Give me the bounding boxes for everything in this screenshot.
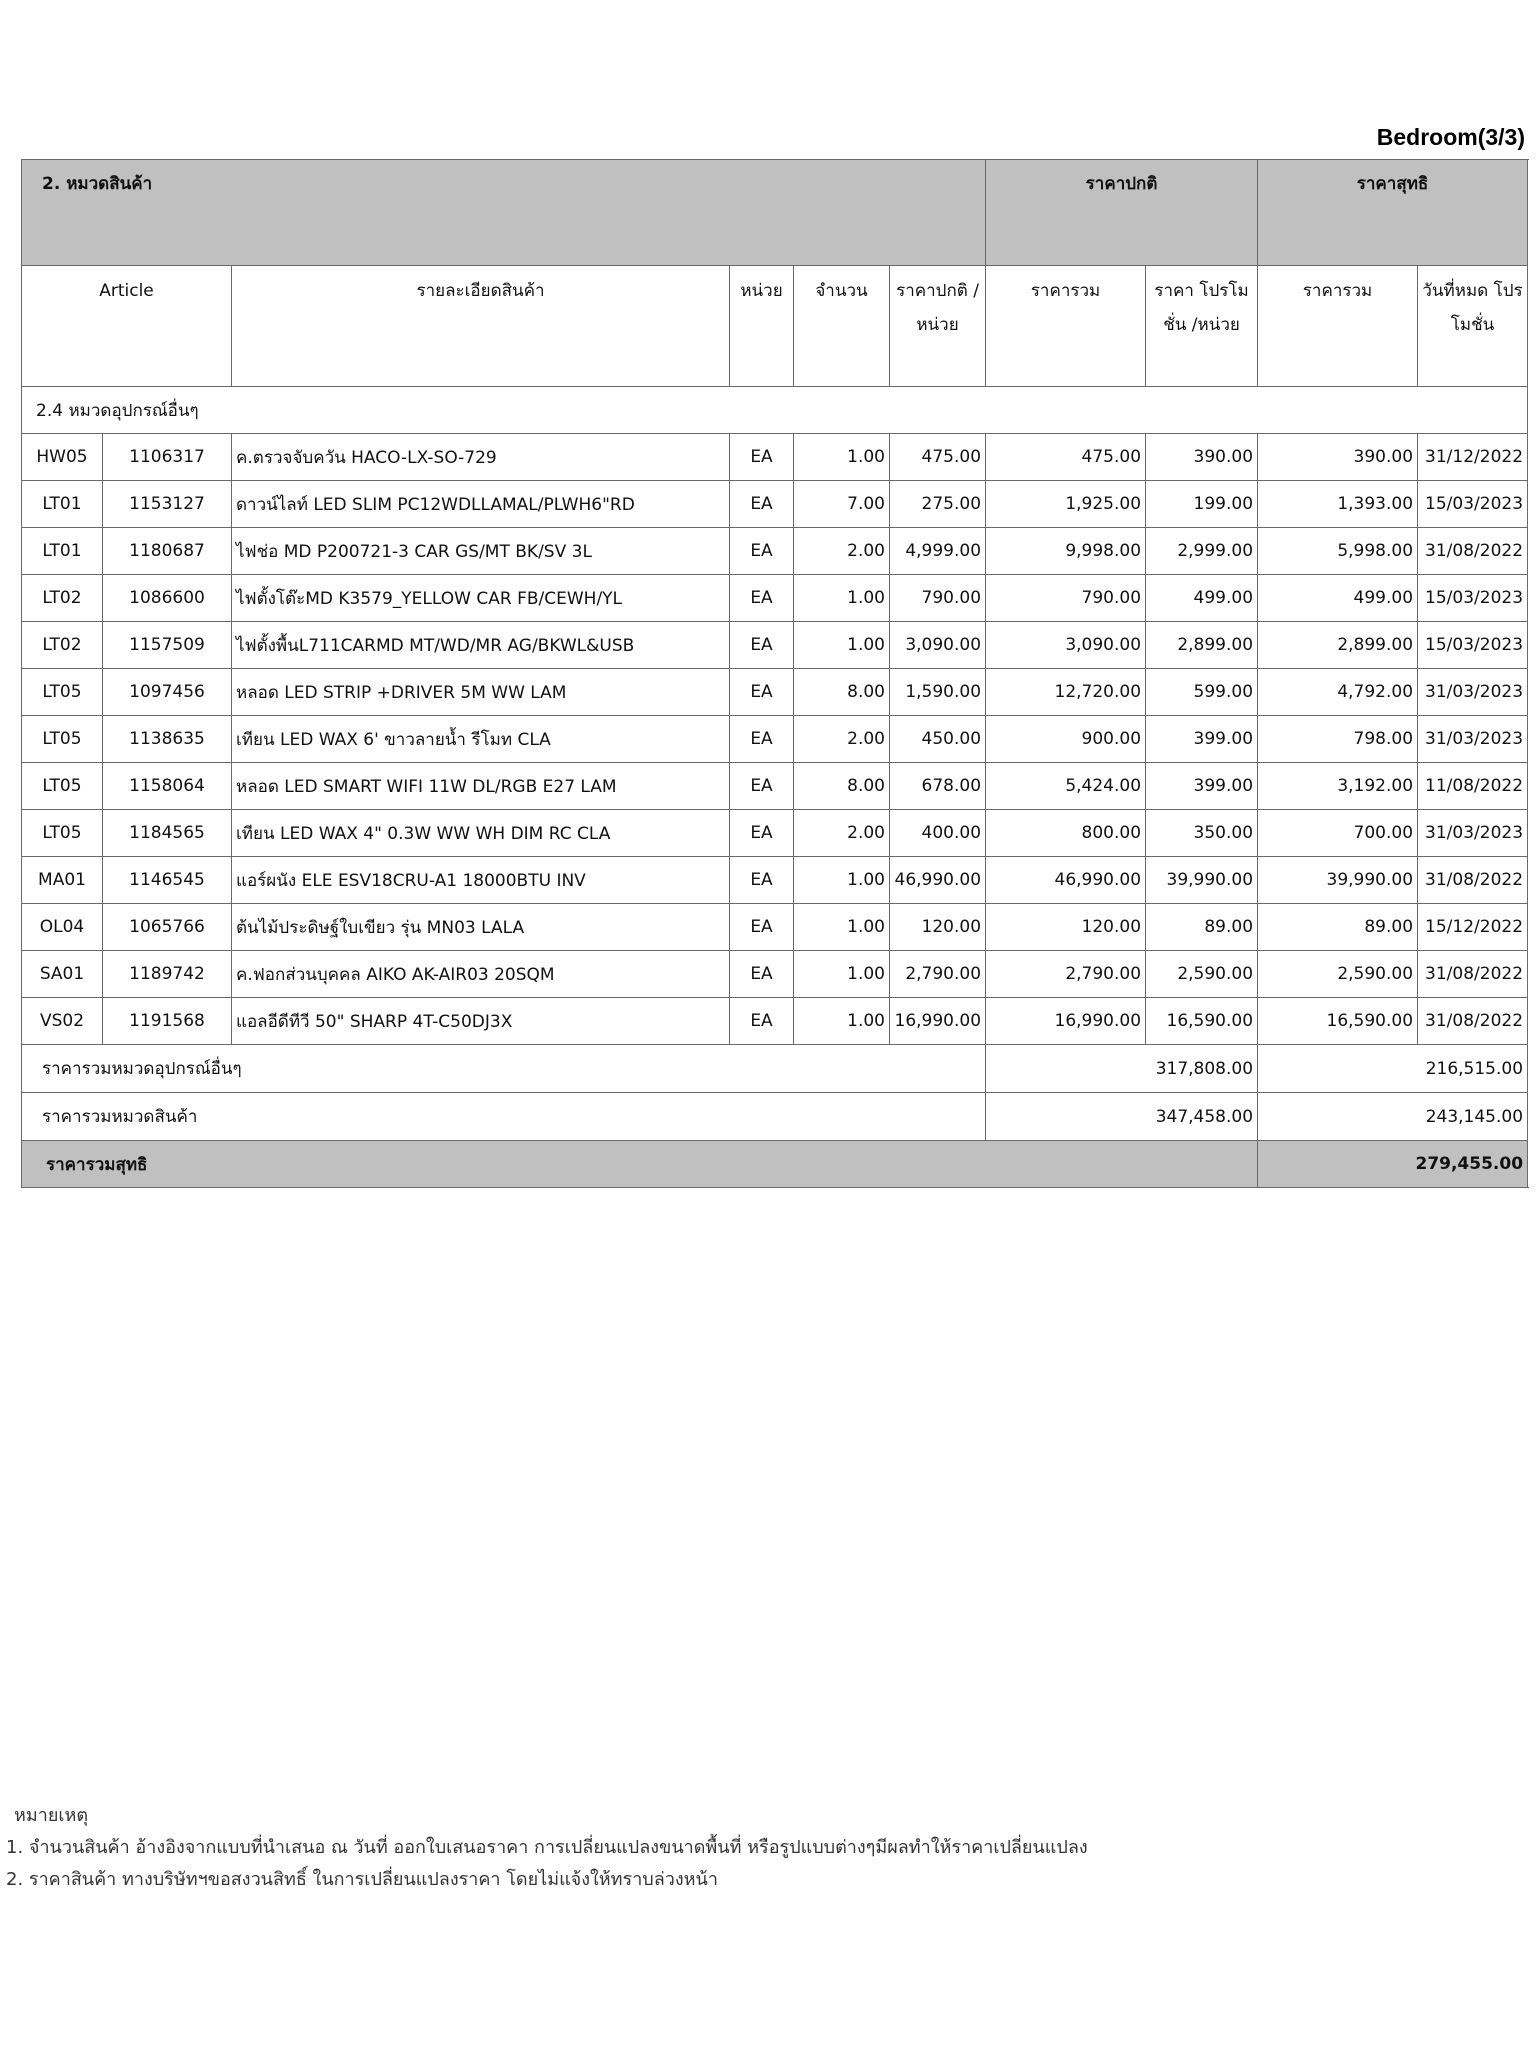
row-promo-end: 31/03/2023: [1418, 810, 1528, 857]
section-subtotal-row: [22, 1045, 1528, 1093]
section-subtotal-normal: 317,808.00: [986, 1045, 1258, 1093]
row-promo-total: 16,590.00: [1258, 998, 1418, 1045]
row-promo-price: 2,899.00: [1146, 622, 1258, 669]
col-total: ราคารวม: [986, 266, 1146, 387]
row-code: OL04: [22, 904, 103, 951]
row-article: 1097456: [103, 669, 232, 716]
row-unit: EA: [730, 434, 794, 481]
row-promo-total: 700.00: [1258, 810, 1418, 857]
row-qty: 1.00: [794, 998, 890, 1045]
row-promo-end: 11/08/2022: [1418, 763, 1528, 810]
row-total: 800.00: [986, 810, 1146, 857]
row-description: แอร์ผนัง ELE ESV18CRU-A1 18000BTU INV: [232, 857, 730, 904]
row-promo-total: 89.00: [1258, 904, 1418, 951]
row-promo-end: 31/08/2022: [1418, 998, 1528, 1045]
row-total: 9,998.00: [986, 528, 1146, 575]
col-article: Article: [22, 266, 232, 387]
section-subtotal-net: 216,515.00: [1258, 1045, 1528, 1093]
row-unit-price: 275.00: [890, 481, 986, 528]
row-unit-price: 3,090.00: [890, 622, 986, 669]
row-promo-end: 15/03/2023: [1418, 622, 1528, 669]
row-code: LT05: [22, 716, 103, 763]
row-promo-total: 3,192.00: [1258, 763, 1418, 810]
row-total: 16,990.00: [986, 998, 1146, 1045]
row-unit: EA: [730, 481, 794, 528]
row-unit: EA: [730, 998, 794, 1045]
col-description: รายละเอียดสินค้า: [232, 266, 730, 387]
notes-title: หมายเหตุ: [14, 1805, 89, 1826]
row-promo-total: 499.00: [1258, 575, 1418, 622]
row-code: MA01: [22, 857, 103, 904]
row-total: 12,720.00: [986, 669, 1146, 716]
row-promo-end: 31/03/2023: [1418, 669, 1528, 716]
table-row: [22, 716, 1528, 763]
category-title: 2. หมวดสินค้า: [22, 160, 986, 266]
row-description: หลอด LED SMART WIFI 11W DL/RGB E27 LAM: [232, 763, 730, 810]
row-description: หลอด LED STRIP +DRIVER 5M WW LAM: [232, 669, 730, 716]
row-qty: 8.00: [794, 763, 890, 810]
row-code: LT05: [22, 763, 103, 810]
note-line: 2. ราคาสินค้า ทางบริษัทฯขอสงวนสิทธิ์ ในการเปลี่ยนแปลงราคา โดยไม่แจ้งให้ทราบล่วงหน้า: [6, 1869, 718, 1890]
row-promo-end: 15/12/2022: [1418, 904, 1528, 951]
row-promo-price: 2,590.00: [1146, 951, 1258, 998]
row-qty: 7.00: [794, 481, 890, 528]
row-unit: EA: [730, 669, 794, 716]
grand-total-label: ราคารวมสุทธิ: [22, 1141, 1258, 1188]
row-article: 1086600: [103, 575, 232, 622]
row-promo-total: 2,899.00: [1258, 622, 1418, 669]
row-promo-price: 39,990.00: [1146, 857, 1258, 904]
row-article: 1146545: [103, 857, 232, 904]
row-unit-price: 400.00: [890, 810, 986, 857]
note-line: 1. จำนวนสินค้า อ้างอิงจากแบบที่นำเสนอ ณ วันที่ ออกใบเสนอราคา การเปลี่ยนแปลงขนาดพื้นที่ หรือรูปแบบต่างๆมีผลทำให้ราคาเปลี่ยนแปลง: [6, 1837, 1088, 1858]
row-promo-end: 31/08/2022: [1418, 528, 1528, 575]
col-promo-total: ราคารวม: [1258, 266, 1418, 387]
row-article: 1106317: [103, 434, 232, 481]
col-unit: หน่วย: [730, 266, 794, 387]
quotation-table: [21, 159, 1528, 1188]
row-article: 1191568: [103, 998, 232, 1045]
row-description: เทียน LED WAX 6' ขาวลายน้ำ รีโมท CLA: [232, 716, 730, 763]
table-row: [22, 763, 1528, 810]
table-row: [22, 810, 1528, 857]
row-unit: EA: [730, 857, 794, 904]
row-promo-price: 199.00: [1146, 481, 1258, 528]
row-promo-total: 4,792.00: [1258, 669, 1418, 716]
row-promo-total: 5,998.00: [1258, 528, 1418, 575]
row-unit-price: 120.00: [890, 904, 986, 951]
row-promo-end: 31/03/2023: [1418, 716, 1528, 763]
row-promo-price: 2,999.00: [1146, 528, 1258, 575]
table-row: [22, 669, 1528, 716]
row-code: LT02: [22, 622, 103, 669]
row-total: 790.00: [986, 575, 1146, 622]
row-promo-end: 31/08/2022: [1418, 857, 1528, 904]
row-total: 475.00: [986, 434, 1146, 481]
row-promo-end: 15/03/2023: [1418, 481, 1528, 528]
row-promo-total: 390.00: [1258, 434, 1418, 481]
row-promo-price: 499.00: [1146, 575, 1258, 622]
col-unit-price: ราคาปกติ /หน่วย: [890, 266, 986, 387]
row-total: 46,990.00: [986, 857, 1146, 904]
row-unit: EA: [730, 763, 794, 810]
row-article: 1157509: [103, 622, 232, 669]
row-description: เทียน LED WAX 4" 0.3W WW WH DIM RC CLA: [232, 810, 730, 857]
row-total: 2,790.00: [986, 951, 1146, 998]
row-unit: EA: [730, 528, 794, 575]
row-qty: 2.00: [794, 528, 890, 575]
row-unit-price: 16,990.00: [890, 998, 986, 1045]
row-promo-price: 350.00: [1146, 810, 1258, 857]
row-description: ไฟตั้งพื้นL711CARMD MT/WD/MR AG/BKWL&USB: [232, 622, 730, 669]
row-article: 1189742: [103, 951, 232, 998]
table-row: [22, 481, 1528, 528]
row-code: LT01: [22, 481, 103, 528]
section-header-row: [22, 387, 1528, 434]
row-unit-price: 678.00: [890, 763, 986, 810]
row-promo-price: 399.00: [1146, 716, 1258, 763]
row-unit-price: 450.00: [890, 716, 986, 763]
row-code: SA01: [22, 951, 103, 998]
row-qty: 2.00: [794, 716, 890, 763]
grand-total-row: [22, 1141, 1528, 1188]
row-unit: EA: [730, 810, 794, 857]
row-promo-price: 599.00: [1146, 669, 1258, 716]
row-qty: 2.00: [794, 810, 890, 857]
row-qty: 1.00: [794, 622, 890, 669]
row-total: 900.00: [986, 716, 1146, 763]
table-row: [22, 998, 1528, 1045]
row-code: HW05: [22, 434, 103, 481]
column-header-row: [22, 266, 1528, 387]
row-code: LT01: [22, 528, 103, 575]
row-total: 5,424.00: [986, 763, 1146, 810]
row-promo-end: 31/08/2022: [1418, 951, 1528, 998]
row-unit: EA: [730, 951, 794, 998]
table-row: [22, 528, 1528, 575]
row-code: LT05: [22, 669, 103, 716]
row-description: แอลอีดีทีวี 50" SHARP 4T-C50DJ3X: [232, 998, 730, 1045]
row-unit-price: 1,590.00: [890, 669, 986, 716]
row-promo-total: 798.00: [1258, 716, 1418, 763]
row-article: 1138635: [103, 716, 232, 763]
category-total-net: 243,145.00: [1258, 1093, 1528, 1141]
row-promo-price: 399.00: [1146, 763, 1258, 810]
row-description: ไฟช่อ MD P200721-3 CAR GS/MT BK/SV 3L: [232, 528, 730, 575]
table-row: [22, 622, 1528, 669]
col-qty: จำนวน: [794, 266, 890, 387]
table-row: [22, 904, 1528, 951]
row-promo-end: 31/12/2022: [1418, 434, 1528, 481]
row-qty: 8.00: [794, 669, 890, 716]
table-row: [22, 434, 1528, 481]
row-total: 1,925.00: [986, 481, 1146, 528]
row-description: ไฟตั้งโต๊ะMD K3579_YELLOW CAR FB/CEWH/YL: [232, 575, 730, 622]
category-total-normal: 347,458.00: [986, 1093, 1258, 1141]
row-article: 1158064: [103, 763, 232, 810]
row-description: ค.ตรวจจับควัน HACO-LX-SO-729: [232, 434, 730, 481]
row-unit: EA: [730, 716, 794, 763]
section-subtotal-label: ราคารวมหมวดอุปกรณ์อื่นๆ: [22, 1045, 986, 1093]
row-qty: 1.00: [794, 904, 890, 951]
row-unit: EA: [730, 904, 794, 951]
row-qty: 1.00: [794, 575, 890, 622]
row-article: 1180687: [103, 528, 232, 575]
row-promo-price: 390.00: [1146, 434, 1258, 481]
table-row: [22, 575, 1528, 622]
row-promo-total: 39,990.00: [1258, 857, 1418, 904]
grand-total-value: 279,455.00: [1258, 1141, 1528, 1188]
section-title: 2.4 หมวดอุปกรณ์อื่นๆ: [22, 387, 1528, 434]
row-promo-price: 16,590.00: [1146, 998, 1258, 1045]
normal-price-group-header: ราคาปกติ: [986, 160, 1258, 266]
row-code: LT02: [22, 575, 103, 622]
table-row: [22, 951, 1528, 998]
category-total-row: [22, 1093, 1528, 1141]
row-article: 1065766: [103, 904, 232, 951]
row-promo-end: 15/03/2023: [1418, 575, 1528, 622]
row-article: 1153127: [103, 481, 232, 528]
row-unit-price: 2,790.00: [890, 951, 986, 998]
row-promo-price: 89.00: [1146, 904, 1258, 951]
col-promo-price: ราคา โปรโมชั่น /หน่วย: [1146, 266, 1258, 387]
row-qty: 1.00: [794, 951, 890, 998]
row-article: 1184565: [103, 810, 232, 857]
notes-block: [0, 1800, 1088, 1896]
category-total-label: ราคารวมหมวดสินค้า: [22, 1093, 986, 1141]
row-qty: 1.00: [794, 434, 890, 481]
row-unit-price: 790.00: [890, 575, 986, 622]
net-price-group-header: ราคาสุทธิ: [1258, 160, 1528, 266]
row-description: ค.ฟอกส่วนบุคคล AIKO AK-AIR03 20SQM: [232, 951, 730, 998]
row-total: 3,090.00: [986, 622, 1146, 669]
row-unit-price: 475.00: [890, 434, 986, 481]
table-row: [22, 857, 1528, 904]
row-unit: EA: [730, 575, 794, 622]
row-qty: 1.00: [794, 857, 890, 904]
row-code: VS02: [22, 998, 103, 1045]
col-promo-end: วันที่หมด โปรโมชั่น: [1418, 266, 1528, 387]
row-unit-price: 46,990.00: [890, 857, 986, 904]
category-header-row: [22, 160, 1528, 266]
page-label: Bedroom(3/3): [1376, 124, 1525, 150]
row-promo-total: 2,590.00: [1258, 951, 1418, 998]
row-total: 120.00: [986, 904, 1146, 951]
row-description: ดาวน์ไลท์ LED SLIM PC12WDLLAMAL/PLWH6"RD: [232, 481, 730, 528]
row-code: LT05: [22, 810, 103, 857]
row-unit: EA: [730, 622, 794, 669]
row-unit-price: 4,999.00: [890, 528, 986, 575]
row-description: ต้นไม้ประดิษฐ์ใบเขียว รุ่น MN03 LALA: [232, 904, 730, 951]
row-promo-total: 1,393.00: [1258, 481, 1418, 528]
